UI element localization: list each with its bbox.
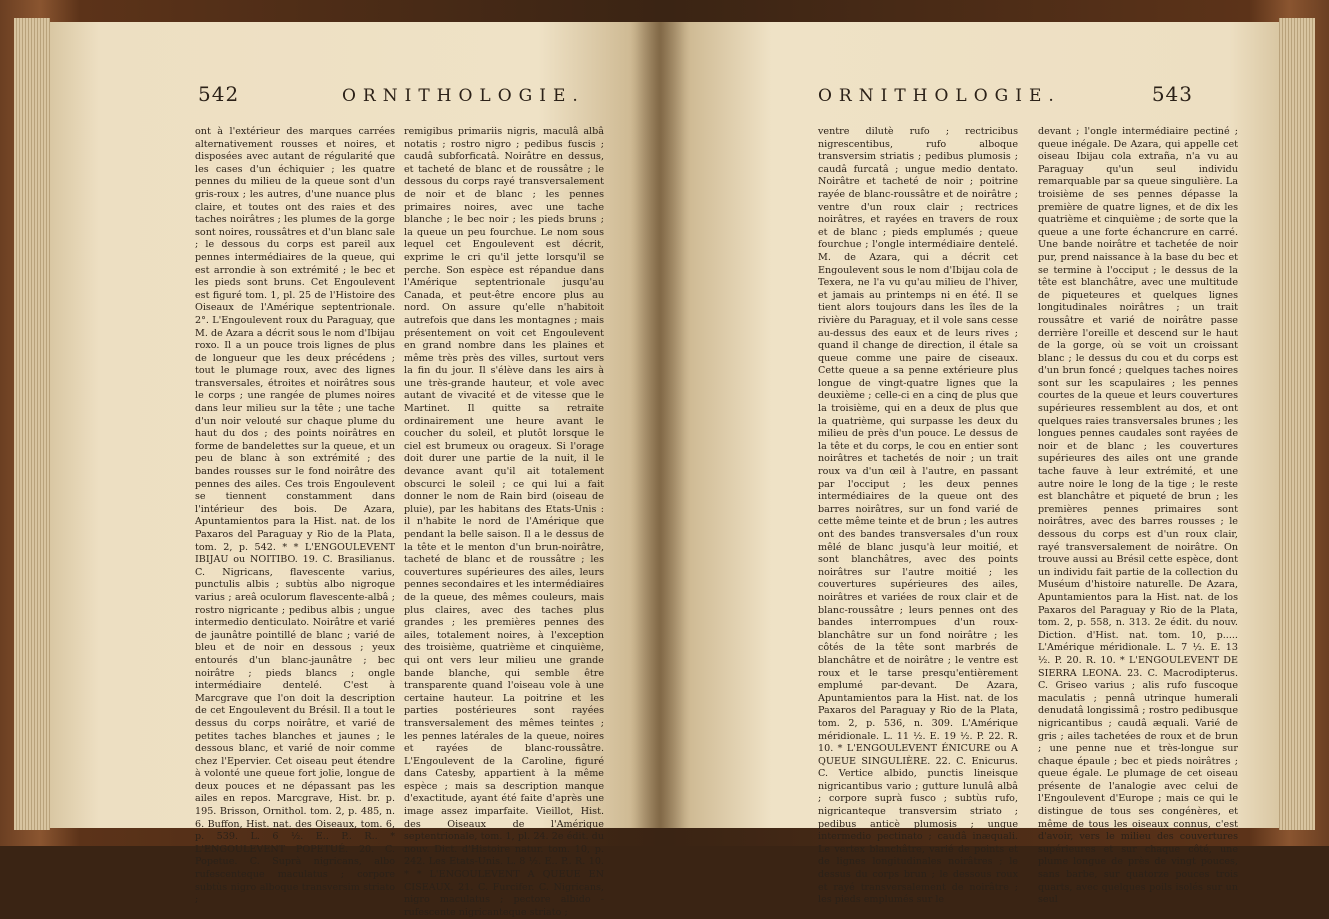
left-page xyxy=(50,22,660,918)
page-edges-right xyxy=(1279,18,1315,830)
left-page-number: 542 xyxy=(198,82,240,106)
left-column-2 xyxy=(404,126,604,919)
right-column-2-text: devant ; l'ongle intermédiaire pectiné ; queue inégale. De Azara, qui appelle cet oiseau Ibijau cola extraña, n'a vu au Paraguay qu'un seul individu remarquable par sa queue singulière. La troisième de ses pennes dépasse la première de quatre lignes, et de dix les quatrième et cinquième ; de sorte que la queue a une forte échancrure en carré. Une bande noirâtre et tachetée de noir pur, prend naissance à la base du bec et se termine à l'occiput ; le dessus de la tête est blanchâtre, avec une multitude de piqueteures et quelques lignes longitudinales noirâtres ; un trait roussâtre et varié de noirâtre passe derrière l'oreille et descend sur le haut de la gorge, où se voit un croissant blanc ; le dessus du cou et du corps est d'un brun foncé ; quelques taches noires sont sur les scapulaires ; les pennes courtes de la queue et leurs couvertures supérieures ressemblent au dos, et ont quelques raies transversales brunes ; les longues pennes caudales sont rayées de noir et de blanc ; les couvertures supérieures des ailes ont une grande tache fauve à leur extrémité, et une autre noire le long de la tige ; le reste est blanchâtre et piqueté de brun ; les premières pennes primaires sont noirâtres, avec des barres rousses ; le dessous du corps est d'un roux clair, rayé transversalement de noirâtre. On trouve aussi au Brésil cette espèce, dont un individu fait partie de la collection du Muséum d'histoire naturelle. De Azara, Apuntamientos para la Hist. nat. de los Paxaros del Paraguay y Rio de la Plata, tom. 2, p. 558, n. 313. 2e édit. du nouv. Diction. d'Hist. nat. tom. 10, p..... L'Amérique méridionale. L. 7 ½. E. 13 ½. P. 20. R. 10. * L'ENGOULEVENT DE SIERRA LEONA. 23. C. Macrodipterus. C. Griseo varius ; alis rufo fuscoque maculatis ; pennâ utrinque humerali denudatâ longissimâ ; rostro pedibusque nigricantibus ; caudâ æquali. Varié de gris ; ailes tachetées de roux et de brun ; une penne nue et très-longue sur chaque épaule ; bec et pieds noirâtres ; queue égale. Le plumage de cet oiseau présente de l'analogie avec celui de l'Engoulevent d'Europe ; mais ce qui le distingue de tous ses congénères, et même de tous les oiseaux connus, c'est d'avoir, vers le milieu des couvertures supérieures et sur chaque côté, une plume longue de près de vingt pouces, sans barbe, sur quatorze pouces trois quarts, avec quelques poils isolés sur un seul xyxy=(1038,126,1238,906)
right-column-1 xyxy=(818,126,1018,907)
right-column-2 xyxy=(1038,126,1238,907)
right-page xyxy=(660,22,1279,906)
right-running-head: ORNITHOLOGIE. xyxy=(818,86,1061,106)
right-header xyxy=(660,82,1279,112)
left-column-1 xyxy=(195,126,395,907)
left-column-2-text: remigibus primariis nigris, maculâ albâ notatis ; rostro nigro ; pedibus fuscis ; caudâ subforficatâ. Noirâtre en dessus, et tacheté de blanc et de roussâtre ; le dessous du corps rayé transversalement de noir et de blanc ; les pennes primaires noires, avec une tache blanche ; le bec noir ; les pieds bruns ; la queue un peu fourchue. Le nom sous lequel cet Engoulevent est décrit, exprime le cri qu'il jette lorsqu'il se perche. Son espèce est répandue dans l'Amérique septentrionale jusqu'au Canada, et peut-être encore plus au nord. On assure qu'elle n'habitoit autrefois que dans les montagnes ; mais présentement on voit cet Engoulevent en grand nombre dans les plaines et même très près des villes, surtout vers la fin du jour. Il s'élève dans les airs à une très-grande hauteur, et vole avec autant de vivacité et de vitesse que le Martinet. Il quitte sa retraite ordinairement une heure avant le coucher du soleil, et plutôt lorsque le ciel est brumeux ou orageux. Si l'orage doit durer une partie de la nuit, il le devance avant qu'il ait totalement obscurci le soleil ; ce qui lui a fait donner le nom de Rain bird (oiseau de pluie), par les habitans des Etats-Unis : il n'habite le nord de l'Amérique que pendant la belle saison. Il a le dessus de la tête et le menton d'un brun-noirâtre, tacheté de blanc et de roussâtre ; les couvertures supérieures des ailes, leurs pennes secondaires et les intermédiaires de la queue, des mêmes couleurs, mais plus claires, avec des taches plus grandes ; les premières pennes des ailes, totalement noires, à l'exception des troisième, quatrième et cinquième, qui ont vers leur milieu une grande bande blanche, qui semble être transparente quand l'oiseau vole à une certaine hauteur. La poitrine et les parties postérieures sont rayées transversalement des mêmes teintes ; les pennes latérales de la queue, noires et rayées de blanc-roussâtre. L'Engoulevent de la Caroline, figuré dans Catesby, appartient à la même espèce ; mais sa description manque d'exactitude, ayant été faite d'après une image assez imparfaite. Vieillot, Hist. des Oiseaux de l'Amérique septentrionale, tom. 1, pl. 24. 2e édit. du nouv. Dict. d'Histoire natur. tom. 10, p. 242. Les Etats-Unis. L. 8 ½. E.. P.. R. 10. * * L'ENGOULEVENT A QUEUE EN CISEAUX. 21. C. Furcifer. C. Nigricans, nigro maculatus ; pectore albido - rufescente nigricanteque striato ; xyxy=(404,126,604,918)
left-header xyxy=(50,82,660,112)
left-running-head: ORNITHOLOGIE. xyxy=(342,86,585,106)
right-column-1-text: ventre dilutè rufo ; rectricibus nigrescentibus, rufo alboque transversim striatis ; pedibus plumosis ; caudâ furcatâ ; ungue medio dentato. Noirâtre et tacheté de noir ; poitrine rayée de blanc-roussâtre et de noirâtre ; ventre d'un roux clair ; rectrices noirâtres, et rayées en travers de roux et de blanc ; pieds emplumés ; queue fourchue ; l'ongle intermédiaire dentelé. M. de Azara, qui a décrit cet Engoulevent sous le nom d'Ibijau cola de Texera, ne l'a vu qu'au milieu de l'hiver, et jamais au printemps ni en été. Il se tient alors toujours dans les îles de la rivière du Paraguay, et il vole sans cesse au-dessus des eaux et de leurs rives ; quand il change de direction, il étale sa queue comme une paire de ciseaux. Cette queue a sa penne extérieure plus longue de vingt-quatre lignes que la deuxième ; celle-ci en a cinq de plus que la troisième, qui en a deux de plus que la quatrième, qui surpasse les deux du milieu de près d'un pouce. Le dessus de la tête et du corps, le cou en entier sont noirâtres et tachetés de noir ; un trait roux va d'un œil à l'autre, en passant par l'occiput ; les deux pennes intermédiaires de la queue ont des barres noirâtres, sur un fond varié de cette même teinte et de brun ; les autres ont des bandes transversales d'un roux mêlé de blanc jusqu'à leur moitié, et sont blanchâtres, avec des points noirâtres sur l'autre moitié ; les couvertures supérieures des ailes, noirâtres et variées de roux clair et de blanc-roussâtre ; leurs pennes ont des bandes interrompues d'un roux-blanchâtre sur un fond noirâtre ; les côtés de la tête sont marbrés de blanchâtre et de noirâtre ; le ventre est roux et le tarse presqu'entièrement emplumé par-devant. De Azara, Apuntamientos para la Hist. nat. de los Paxaros del Paraguay y Rio de la Plata, tom. 2, p. 536, n. 309. L'Amérique méridionale. L. 11 ½. E. 19 ½. P. 22. R. 10. * L'ENGOULEVENT ÉNICURE ou A QUEUE SINGULIÈRE. 22. C. Enicurus. C. Vertice albido, punctis lineisque nigricantibus vario ; gutture lunulâ albâ ; corpore suprà fusco ; subtùs rufo, nigricanteque transversim striato ; pedibus anticè plumosis ; ungue intermedio pectinato ; caudâ inæquali. Le vertex blanchâtre, varié de points et de lignes longitudinales noirâtres ; le dessus du corps brun ; le dessous roux et rayé transversalement de noirâtre ; les pieds emplumés sur le xyxy=(818,126,1018,906)
page-edges-left xyxy=(14,18,50,830)
left-column-1-text: ont à l'extérieur des marques carrées alternativement rousses et noires, et disposées avec autant de régularité que les cases d'un échiquier ; les quatre pennes du milieu de la queue sont d'un gris-roux ; les autres, d'une nuance plus claire, et toutes ont des raies et des taches noirâtres ; les plumes de la gorge sont noires, roussâtres et d'un blanc sale ; le dessous du corps est pareil aux pennes intermédiaires de la queue, qui est arrondie à son extrémité ; le bec et les pieds sont bruns. Cet Engoulevent est figuré tom. 1, pl. 25 de l'Histoire des Oiseaux de l'Amérique septentrionale. 2°. L'Engoulevent roux du Paraguay, que M. de Azara a décrit sous le nom d'Ibijau roxo. Il a un pouce trois lignes de plus de longueur que les deux précédens ; tout le plumage roux, avec des lignes transversales, étroites et noirâtres sous le corps ; une rangée de plumes noires dans leur milieu sur la tête ; une tache d'un noir velouté sur chaque plume du haut du dos ; des points noirâtres en forme de bandelettes sur la queue, et un peu de blanc à son extrémité ; des bandes rousses sur le fond noirâtre des pennes des ailes. Ces trois Engoulevent se tiennent constamment dans l'intérieur des bois. De Azara, Apuntamientos para la Hist. nat. de los Paxaros del Paraguay y Rio de la Plata, tom. 2, p. 542. * * L'ENGOULEVENT IBIJAU ou NOITIBO. 19. C. Brasilianus. C. Nigricans, flavescente varius, punctulis albis ; subtùs albo nigroque varius ; areâ oculorum flavescente-albâ ; rostro nigricante ; pedibus albis ; ungue intermedio denticulato. Noirâtre et varié de jaunâtre pointillé de blanc ; varié de bleu et de noir en dessous ; yeux entourés d'un blanc-jaunâtre ; bec noirâtre ; pieds blancs ; ongle intermédiaire dentelé. C'est à Marcgrave que l'on doit la description de cet Engoulevent du Brésil. Il a tout le dessus du corps noirâtre, et varié de petites taches blanches et jaunes ; le dessous blanc, et varié de noir comme chez l'Epervier. Cet oiseau peut étendre à volonté une queue fort jolie, longue de deux pouces et ne dépassant pas les ailes en repos. Marcgrave, Hist. br. p. 195. Brisson, Ornithol. tom. 2, p. 485, n. 6. Buffon, Hist. nat. des Oiseaux, tom. 6, p. 539. L. 6 ½. E.. P.. R.. * L'ENGOULEVENT POPETUÉ. 20. C. Popetue. C. Suprà nigricans, albo rufescenteque maculatus ; corpore subtùs nigro alboque transversim striato ; xyxy=(195,126,395,906)
right-page-number: 543 xyxy=(1151,82,1193,106)
